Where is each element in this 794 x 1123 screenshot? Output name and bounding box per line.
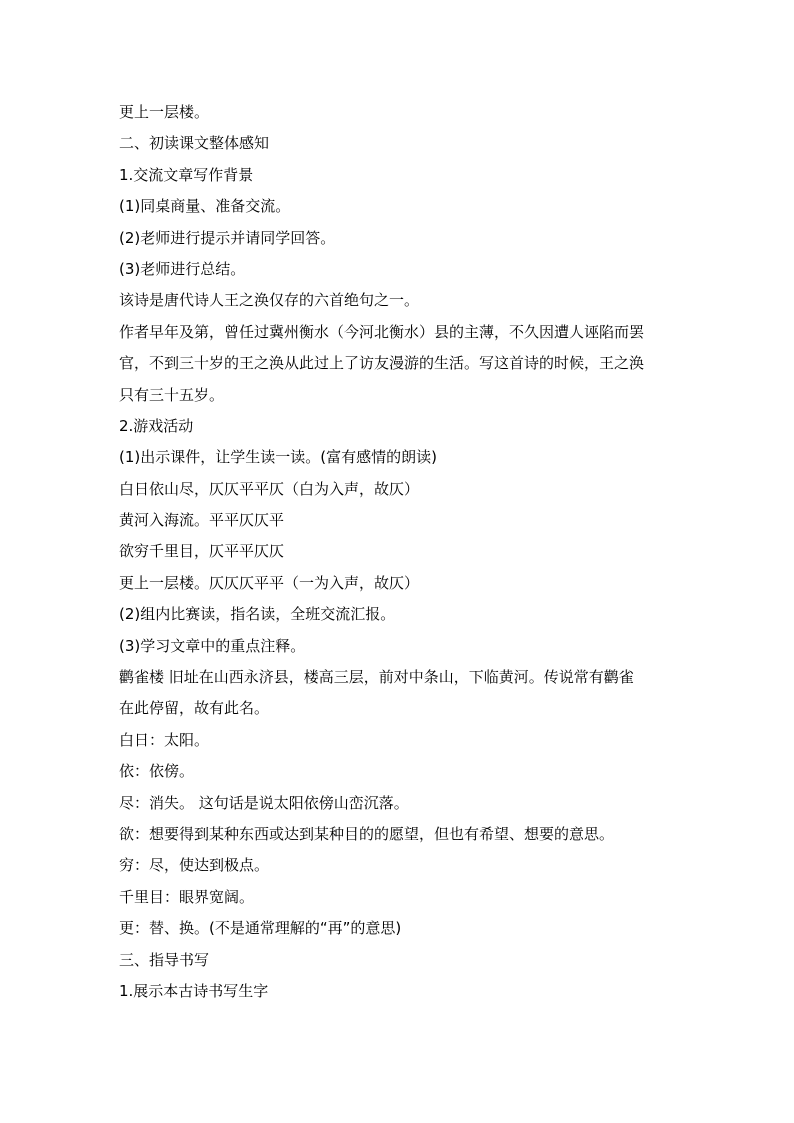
poem-line: 白日依山尽，仄仄平平仄（白为入声，故仄） bbox=[119, 479, 420, 498]
poem-line: 黄河入海流。平平仄仄平 bbox=[119, 511, 285, 530]
subsection-heading: 2.游戏活动 bbox=[119, 416, 194, 435]
annotation-line: 欲：想要得到某种东西或达到某种目的的愿望，但也有希望、想要的意思。 bbox=[119, 824, 615, 843]
annotation-line: 白日：太阳。 bbox=[119, 730, 210, 749]
text-line: (2)老师进行提示并请同学回答。 bbox=[119, 228, 336, 247]
text-line: (3)学习文章中的重点注释。 bbox=[119, 636, 306, 655]
text-line: 该诗是唐代诗人王之涣仅存的六首绝句之一。 bbox=[119, 291, 420, 310]
annotation-line: 在此停留，故有此名。 bbox=[119, 699, 270, 718]
text-line: (1)同桌商量、准备交流。 bbox=[119, 197, 291, 216]
text-line: 官，不到三十岁的王之涣从此过上了访友漫游的生活。写这首诗的时候，王之涣 bbox=[119, 354, 645, 373]
text-line: (2)组内比赛读，指名读，全班交流汇报。 bbox=[119, 605, 396, 624]
text-line: 更上一层楼。 bbox=[119, 103, 210, 121]
annotation-line: 尽：消失。 这句话是说太阳依傍山峦沉落。 bbox=[119, 793, 409, 812]
section-heading: 二、初读课文整体感知 bbox=[119, 134, 270, 153]
poem-line: 欲穷千里目，仄平平仄仄 bbox=[119, 542, 285, 561]
subsection-heading: 1.交流文章写作背景 bbox=[119, 165, 254, 184]
text-line: (1)出示课件，让学生读一读。(富有感情的朗读) bbox=[119, 448, 437, 467]
text-line: 作者早年及第，曾任过冀州衡水（今河北衡水）县的主薄，不久因遭人诬陷而罢 bbox=[119, 322, 645, 341]
annotation-line: 穷：尽，使达到极点。 bbox=[119, 856, 270, 875]
text-line: (3)老师进行总结。 bbox=[119, 259, 246, 278]
subsection-heading: 1.展示本古诗书写生字 bbox=[119, 981, 269, 1000]
annotation-line: 更：替、换。(不是通常理解的“再”的意思) bbox=[119, 919, 402, 938]
annotation-line: 依：依傍。 bbox=[119, 762, 195, 781]
annotation-line: 千里目：眼界宽阔。 bbox=[119, 887, 255, 906]
text-line: 只有三十五岁。 bbox=[119, 385, 225, 404]
document-body bbox=[119, 97, 679, 1007]
annotation-line: 鹳雀楼 旧址在山西永济县，楼高三层，前对中条山，下临黄河。传说常有鹳雀 bbox=[119, 668, 634, 687]
section-heading: 三、指导书写 bbox=[119, 950, 210, 969]
poem-line: 更上一层楼。仄仄仄平平（一为入声，故仄） bbox=[119, 573, 420, 592]
